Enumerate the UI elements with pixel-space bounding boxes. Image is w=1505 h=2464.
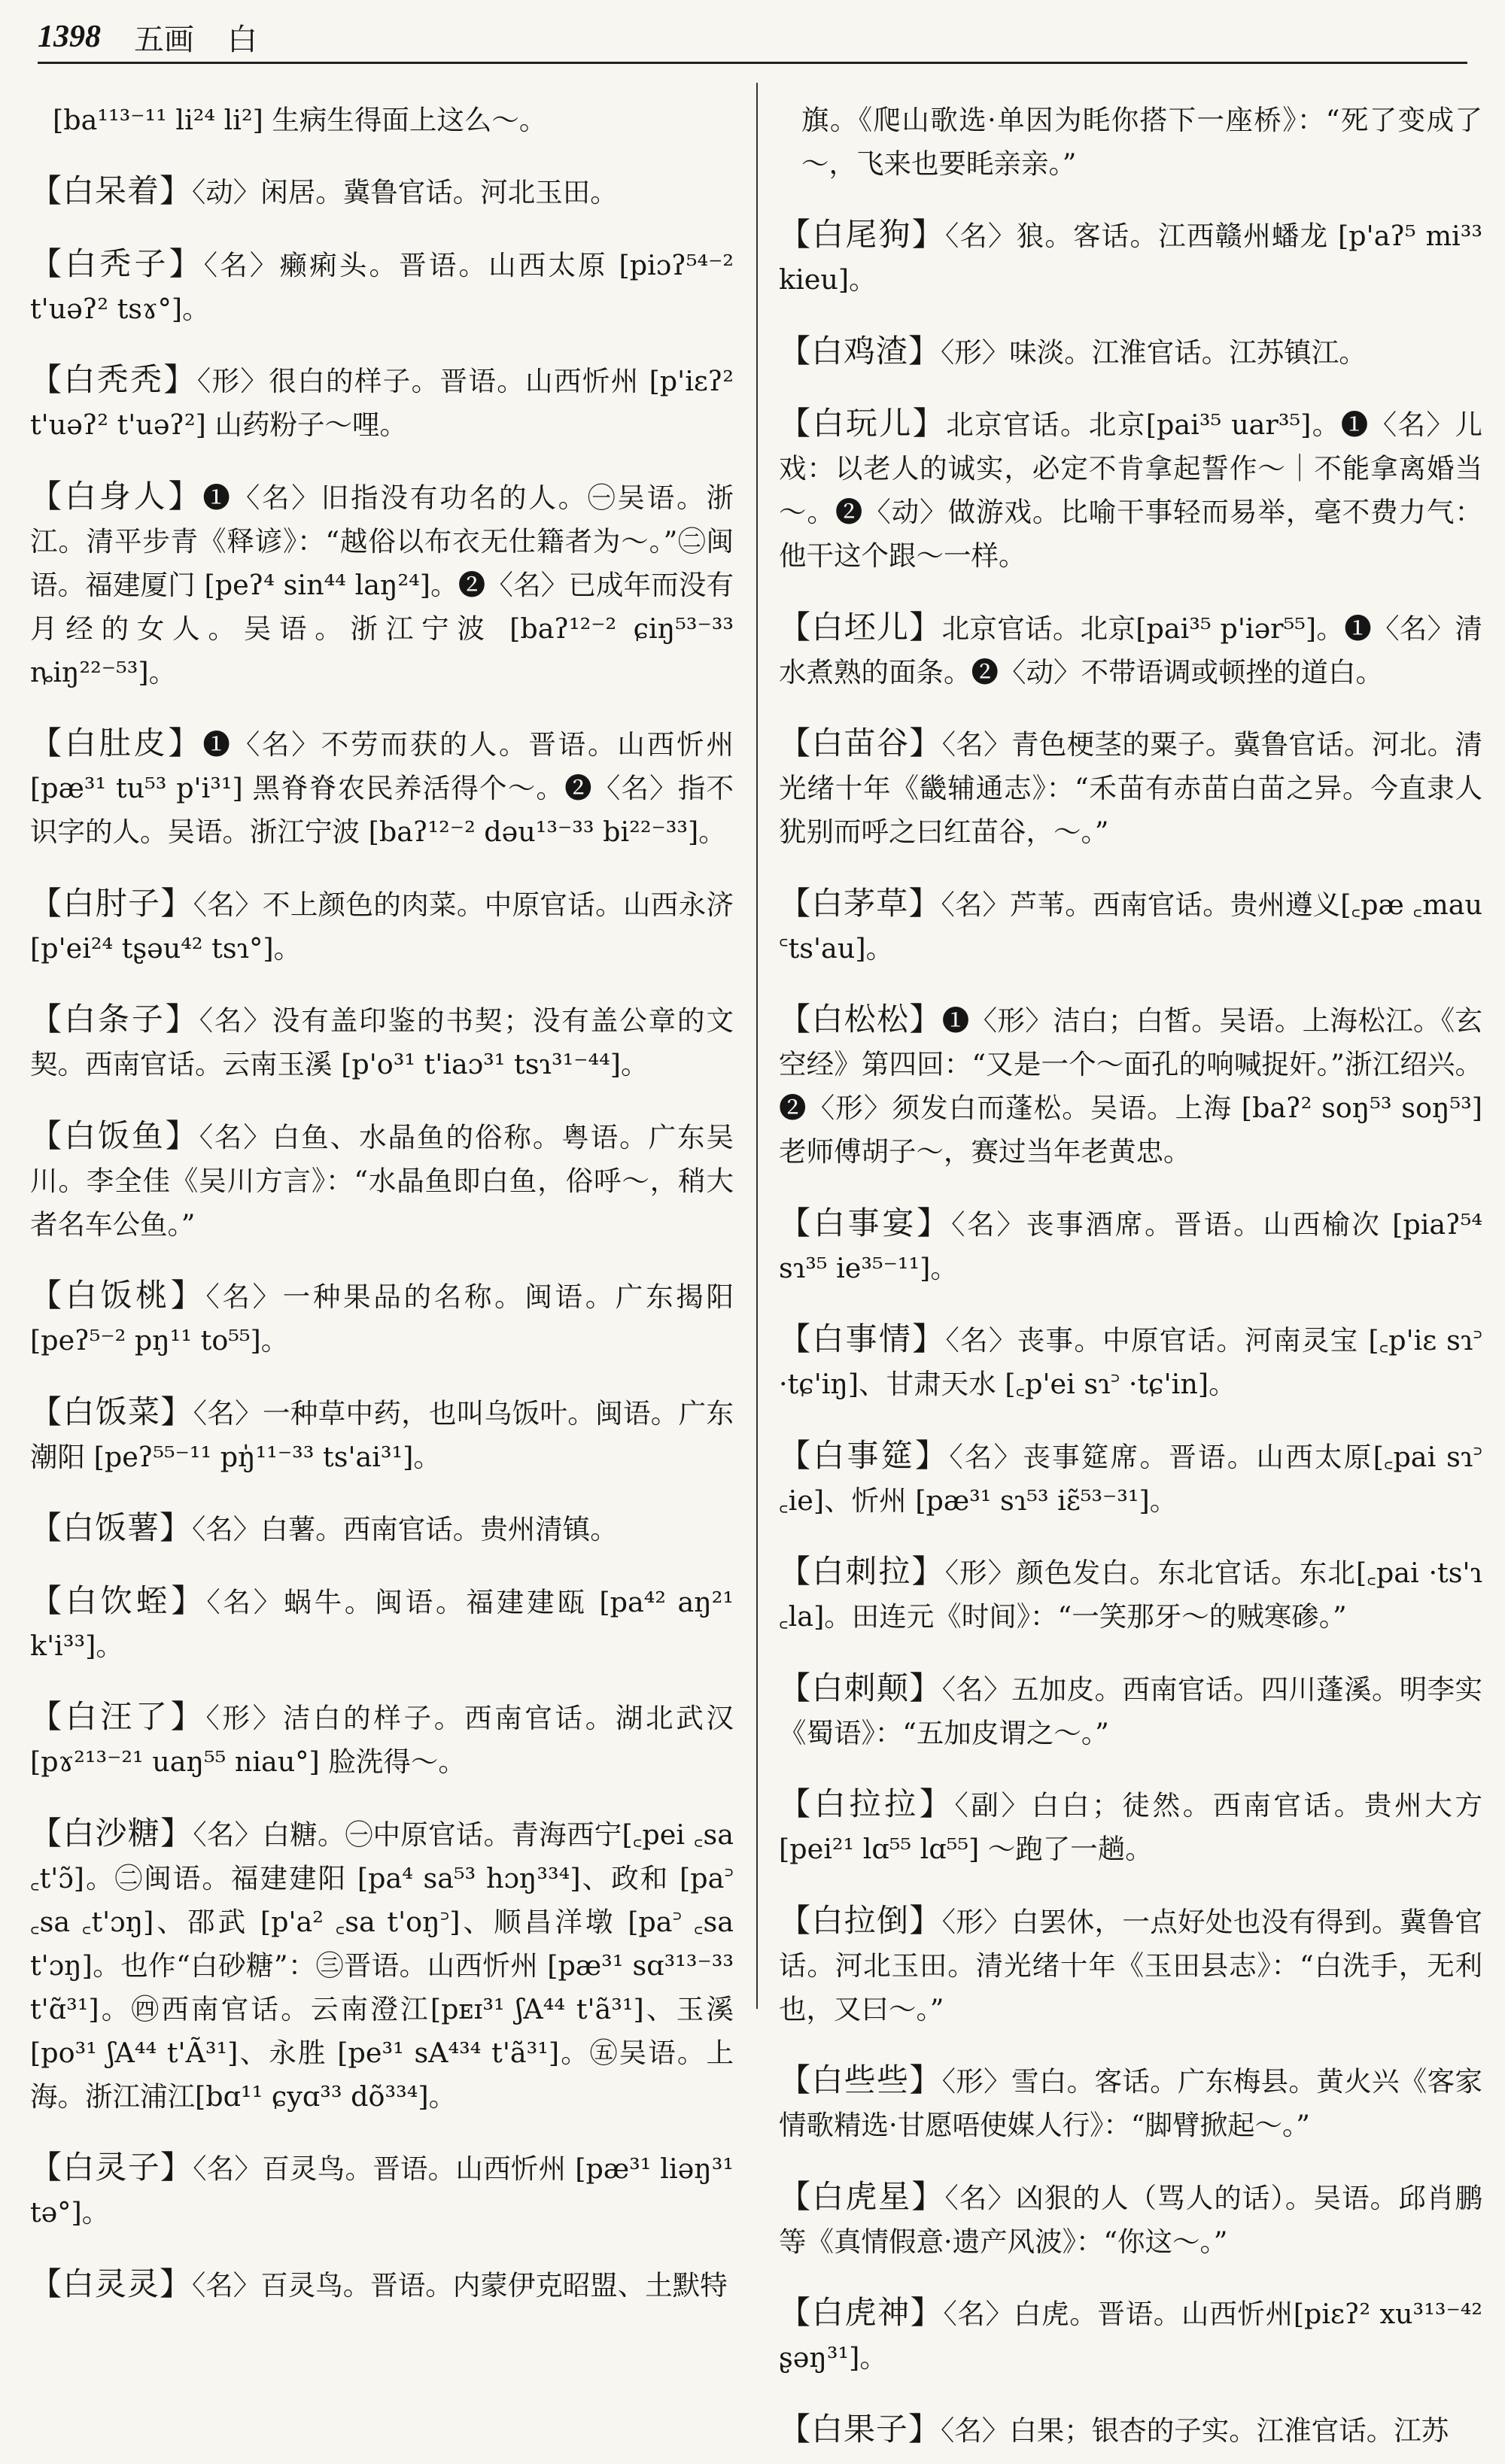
- entry-headword: 【白饭菜】: [30, 1393, 193, 1430]
- entry-definition: 〈名〉没有盖印鉴的书契；没有盖公章的文契。西南官话。云南玉溪 [p'o³¹ t'iaɔ³¹ tsɿ³¹⁻⁴⁴]。: [30, 1004, 734, 1080]
- entry-headword: 【白事筵】: [779, 1436, 950, 1474]
- entry-definition: 〈名〉芦苇。西南官话。贵州遵义[꜀pæ ꜀mau ꜂ts'au]。: [779, 888, 1482, 965]
- dictionary-entry: [30, 882, 734, 971]
- dictionary-entry: [779, 722, 1482, 854]
- entry-headword: 【白饮蛭】: [30, 1581, 207, 1619]
- entry-definition: 〈名〉白鱼、水晶鱼的俗称。粤语。广东吴川。李全佳《吴川方言》：“水晶鱼即白鱼，俗呼～，稍大者名车公鱼。”: [30, 1120, 734, 1241]
- entry-definition: 〈名〉一种草中药，也叫乌饭叶。闽语。广东潮阳 [peʔ⁵⁵⁻¹¹ pŋ̍¹¹⁻³³ ts'ai³¹]。: [30, 1396, 734, 1473]
- dictionary-entry: [779, 402, 1482, 578]
- entry-headword: 【白秃子】: [30, 245, 204, 282]
- entry-headword: 【白秃秃】: [30, 361, 197, 398]
- dictionary-entry: [30, 1812, 734, 2119]
- entry-definition: 北京官话。北京[pai³⁵ p'iər⁵⁵]。❶〈名〉清水煮熟的面条。❷〈动〉不带语调或顿挫的道白。: [779, 612, 1482, 688]
- entry-headword: 【白坯儿】: [779, 608, 942, 646]
- entry-headword: 【白果子】: [779, 2410, 941, 2447]
- dictionary-entry: [779, 330, 1482, 375]
- dictionary-entry: [30, 2262, 734, 2308]
- entry-headword: 【白虎神】: [779, 2294, 944, 2331]
- entry-definition: 〈名〉一种果品的名称。闽语。广东揭阳 [peʔ⁵⁻² pŋ¹¹ to⁵⁵]。: [30, 1281, 734, 1357]
- entry-headword: 【白事情】: [779, 1320, 946, 1357]
- entry-headword: 【白肘子】: [30, 884, 193, 922]
- dictionary-entry: [779, 213, 1482, 302]
- stroke-count: 五画: [134, 22, 194, 57]
- entry-definition: 〈名〉白糖。㊀中原官话。青海西宁[꜀pei ꜀sa ꜀t'ɔ̃]。㊁闽语。福建建阳 [pa⁴ sa⁵³ hɔŋ³³⁴]、政和 [pa꜄ ꜀sa ꜀t'ɔŋ]、邵武 [p'a² ꜀sa t'oŋ꜄]、顺昌洋墩 [pa꜄ ꜀sa t'ɔŋ]。也作“白砂糖”：㊂晋语。山西忻州 [pæ³¹ sɑ³¹³⁻³³ t'ɑ̃³¹]。㊃西南官话。云南澄江[pᴇɪ³¹ ʃA⁴⁴ t'ã³¹]、玉溪 [po³¹ ʃA⁴⁴ t'Ã³¹]、永胜 [pe³¹ sA⁴³⁴ t'ã³¹]。㊄吴语。上海。浙江浦江[bɑ¹¹ ɕyɑ³³ dõ³³⁴]。: [30, 1818, 734, 2113]
- entry-definition: ❶〈形〉洁白；白皙。吴语。上海松江。《玄空经》第四回：“又是一个～面孔的响喊捉奸。”浙江绍兴。❷〈形〉须发白而蓬松。吴语。上海 [baʔ² soŋ⁵³ soŋ⁵³] 老师傅胡子～，赛过当年老黄忠。: [779, 1004, 1482, 1168]
- entry-definition: 〈名〉百灵鸟。晋语。内蒙伊克昭盟、土默特: [192, 2268, 728, 2301]
- entry-definition: 〈名〉白虎。晋语。山西忻州[piɛʔ² xu³¹³⁻⁴² ʂəŋ³¹]。: [779, 2298, 1482, 2374]
- right-column: [779, 69, 1482, 2464]
- dictionary-entry: [30, 1579, 734, 1668]
- dictionary-entry: [779, 1550, 1482, 1639]
- entry-definition: 〈形〉洁白的样子。西南官话。湖北武汉 [pɤ²¹³⁻²¹ uaŋ⁵⁵ niau°] 脸洗得～。: [30, 1702, 734, 1778]
- entry-headword: 【白饭桃】: [30, 1277, 206, 1314]
- dictionary-entry: [779, 2175, 1482, 2264]
- dictionary-entry: [30, 1114, 734, 1247]
- entry-headword: 【白汪了】: [30, 1698, 206, 1735]
- entry-headword: 【白茅草】: [779, 884, 941, 922]
- entry-definition: 〈名〉五加皮。西南官话。四川蓬溪。明李实《蜀语》：“五加皮谓之～。”: [779, 1673, 1482, 1749]
- entry-definition: ❶〈名〉旧指没有功名的人。㊀吴语。浙江。清平步青《释谚》：“越俗以布衣无仕籍者为～。”㊁闽语。福建厦门 [peʔ⁴ sin⁴⁴ laŋ²⁴]。❷〈名〉已成年而没有月经的女人。吴语。浙江宁波 [baʔ¹²⁻² ɕiŋ⁵³⁻³³ ȵiŋ²²⁻⁵³]。: [30, 481, 734, 688]
- dictionary-entry: [779, 2408, 1482, 2453]
- dictionary-entry: [30, 722, 734, 854]
- entry-headword: 【白苗谷】: [779, 725, 942, 761]
- entry-headword: 【白刺拉】: [779, 1553, 945, 1590]
- entry-headword: 【白肚皮】: [30, 725, 203, 761]
- dictionary-entry: [779, 1202, 1482, 1290]
- entry-definition: 北京官话。北京[pai³⁵ uar³⁵]。❶〈名〉儿戏：以老人的诚实，必定不肯拿起誓作～｜不能拿离婚当～。❷〈动〉做游戏。比喻干事轻而易举，毫不费力气：他干这个跟～一样。: [779, 409, 1482, 572]
- dictionary-entry: [30, 1390, 734, 1479]
- entry-headword: 【白尾狗】: [779, 216, 945, 253]
- dictionary-entry: [30, 97, 734, 142]
- entry-headword: 【白拉倒】: [779, 1901, 942, 1939]
- dictionary-entry: [30, 1695, 734, 1784]
- dictionary-entry: [30, 358, 734, 447]
- entry-headword: 【白灵灵】: [30, 2265, 193, 2302]
- entry-definition: 〈名〉不上颜色的肉菜。中原官话。山西永济 [p'ei²⁴ tʂəu⁴² tsɿ°]。: [30, 888, 734, 965]
- entry-definition: 〈名〉青色梗茎的粟子。冀鲁官话。河北。清光绪十年《畿辅通志》：“禾苗有赤苗白苗之异。今直隶人犹别而呼之曰红苗谷，～。”: [779, 728, 1482, 848]
- entry-definition: 〈名〉癞痢头。晋语。山西太原 [piɔʔ⁵⁴⁻² t'uəʔ² tsɤ°]。: [30, 248, 734, 325]
- entry-definition: 〈名〉丧事。中原官话。河南灵宝 [꜀p'iɛ sɿ꜄ ·tɕ'iŋ]、甘肃天水 [꜀p'ei sɿ꜄ ·tɕ'in]。: [779, 1324, 1482, 1400]
- entry-headword: 【白饭鱼】: [30, 1117, 199, 1154]
- entry-definition: 〈形〉颜色发白。东北官话。东北[꜀pai ·ts'ɿ ꜀la]。田连元《时间》：“一笑那牙～的贼寒碜。”: [779, 1557, 1482, 1633]
- entry-headword: 【白条子】: [30, 1001, 199, 1038]
- entry-headword: 【白拉拉】: [779, 1785, 955, 1822]
- dictionary-entry: [779, 606, 1482, 694]
- dictionary-entry: [779, 2291, 1482, 2380]
- dictionary-entry: [30, 2146, 734, 2235]
- dictionary-entry: [779, 1434, 1482, 1523]
- entry-headword: 【白呆着】: [30, 172, 193, 209]
- entry-definition: [ba¹¹³⁻¹¹ li²⁴ li²] 生病生得面上这么～。: [53, 103, 547, 136]
- entry-definition: 〈名〉丧事筵席。晋语。山西太原[꜀pai sɿ꜄ ꜀ie]、忻州 [pæ³¹ sɿ⁵³ iɛ̃⁵³⁻³¹]。: [779, 1440, 1482, 1517]
- entry-headword: 【白鸡渣】: [779, 332, 941, 369]
- page-header: [38, 11, 1467, 63]
- entry-headword: 【白饭薯】: [30, 1509, 193, 1546]
- dictionary-entry: [30, 1274, 734, 1363]
- dictionary-entry: [779, 97, 1482, 186]
- dictionary-entry: [30, 475, 734, 694]
- entry-headword: 【白事宴】: [779, 1204, 952, 1241]
- entry-definition: 〈名〉蜗牛。闽语。福建建瓯 [pa⁴² aŋ²¹ k'i³³]。: [30, 1585, 734, 1662]
- entry-headword: 【白沙糖】: [30, 1814, 193, 1852]
- entry-headword: 【白松松】: [779, 1001, 942, 1038]
- dictionary-entry: [779, 882, 1482, 971]
- entry-headword: 【白刺颠】: [779, 1669, 942, 1706]
- entry-definition: 〈形〉味淡。江淮官话。江苏镇江。: [941, 336, 1367, 369]
- entry-definition: 〈形〉白罢休，一点好处也没有得到。冀鲁官话。河北玉田。清光绪十年《玉田县志》：“白洗手，无利也，又曰～。”: [779, 1905, 1482, 2025]
- dictionary-entry: [779, 1782, 1482, 1871]
- dictionary-entry: [30, 1506, 734, 1551]
- dictionary-entry: [779, 1899, 1482, 2031]
- entry-definition: 〈名〉百灵鸟。晋语。山西忻州 [pæ³¹ liəŋ³¹ tə°]。: [30, 2153, 734, 2229]
- entry-definition: 〈副〉白白；徒然。西南官话。贵州大方[pei²¹ lɑ⁵⁵ lɑ⁵⁵] ～跑了一趟。: [779, 1789, 1482, 1865]
- entry-definition: 旗。《爬山歌选·单因为眊你搭下一座桥》：“死了变成了～，飞来也要眊亲亲。”: [801, 103, 1482, 180]
- entry-definition: 〈动〉闲居。冀鲁官话。河北玉田。: [192, 176, 618, 208]
- entry-headword: 【白灵子】: [30, 2149, 193, 2186]
- dictionary-entry: [779, 1666, 1482, 1755]
- entry-definition: ❶〈名〉不劳而获的人。晋语。山西忻州 [pæ³¹ tu⁵³ p'i³¹] 黑脊脊农民养活得个～。❷〈名〉指不识字的人。吴语。浙江宁波 [baʔ¹²⁻² dəu¹³⁻³³ bi²²⁻³³]。: [30, 728, 734, 848]
- dictionary-entry: [30, 242, 734, 331]
- entry-headword: 【白些些】: [779, 2061, 942, 2098]
- entry-definition: 〈名〉凶狠的人（骂人的话）。吴语。邱肖鹏等《真情假意·遗产风波》：“你这～。”: [779, 2181, 1482, 2258]
- dictionary-entry: [779, 1317, 1482, 1406]
- entry-definition: 〈名〉白果；银杏的子实。江淮官话。江苏: [941, 2414, 1449, 2447]
- entry-definition: 〈名〉丧事酒席。晋语。山西榆次 [piaʔ⁵⁴ sɿ³⁵ ie³⁵⁻¹¹]。: [779, 1208, 1482, 1284]
- entry-headword: 【白玩儿】: [779, 405, 947, 442]
- dictionary-entry: [30, 998, 734, 1086]
- entry-definition: 〈名〉狼。客话。江西赣州蟠龙 [p'aʔ⁵ mi³³ kieu]。: [779, 220, 1482, 296]
- dictionary-entry: [779, 2058, 1482, 2147]
- entry-definition: 〈形〉雪白。客话。广东梅县。黄火兴《客家情歌精选·甘愿唔使媒人行》：“脚臂掀起～。”: [779, 2065, 1482, 2141]
- page-number: 1398: [38, 20, 101, 54]
- left-column: [30, 69, 734, 2319]
- dictionary-entry: [30, 169, 734, 214]
- header-rule: [38, 62, 1467, 64]
- entry-headword: 【白身人】: [30, 477, 203, 515]
- column-divider: [756, 83, 758, 2009]
- entry-headword: 【白虎星】: [779, 2177, 945, 2215]
- dictionary-entry: [779, 998, 1482, 1174]
- entry-definition: 〈形〉很白的样子。晋语。山西忻州 [p'iɛʔ² t'uəʔ² t'uəʔ²] 山药粉子～哩。: [30, 365, 734, 441]
- entry-definition: 〈名〉白薯。西南官话。贵州清镇。: [192, 1513, 618, 1545]
- radical: 白: [227, 22, 257, 57]
